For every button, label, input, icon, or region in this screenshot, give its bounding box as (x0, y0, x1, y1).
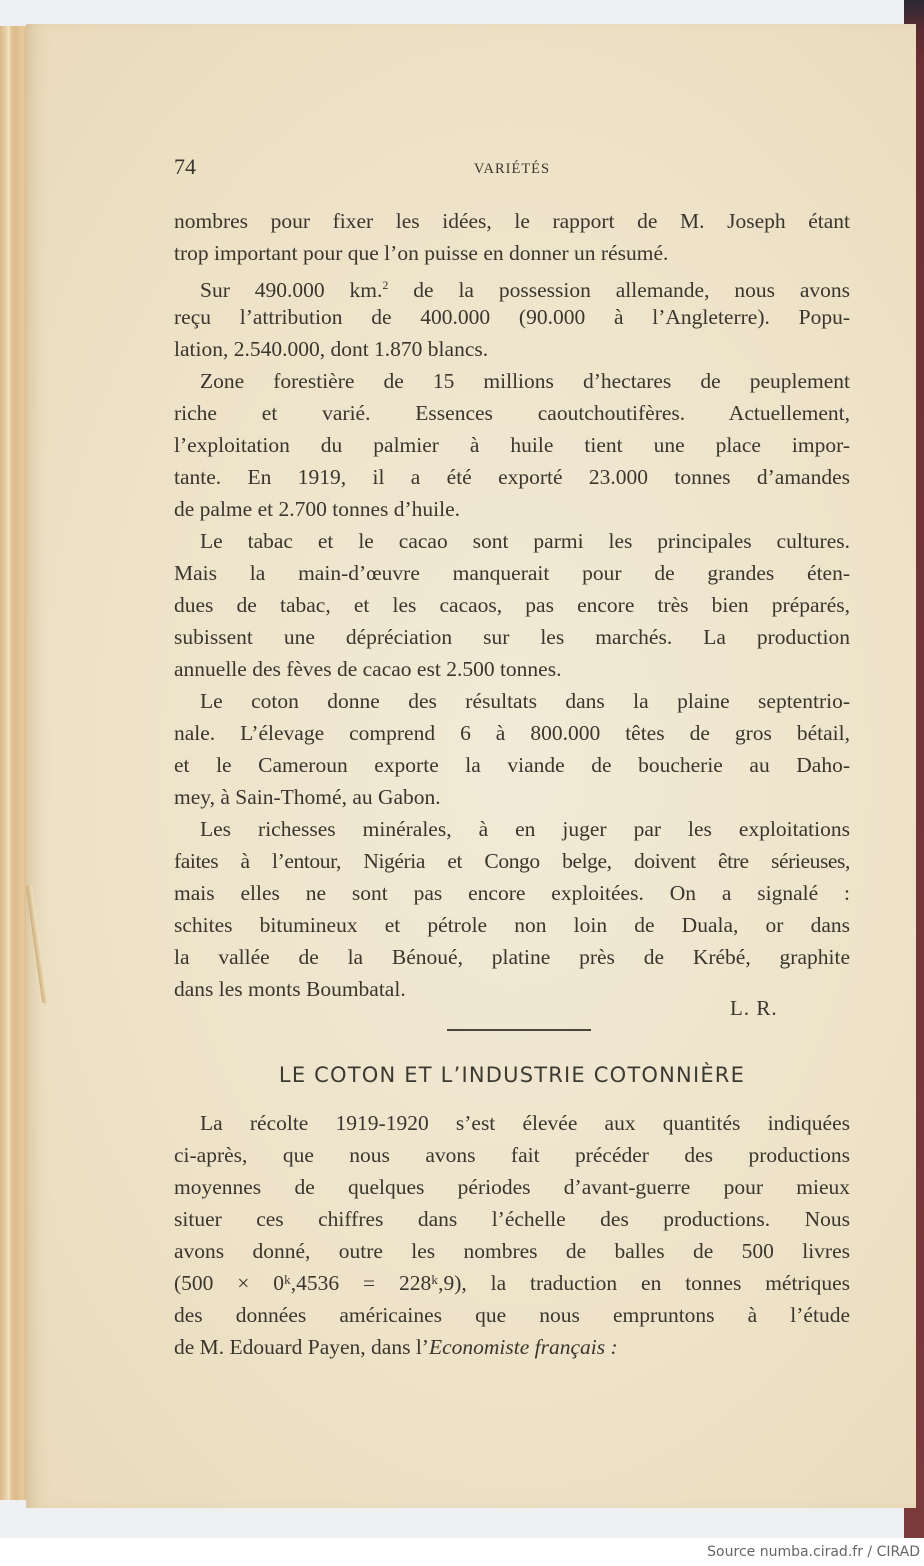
text-line: mais elles ne sont pas encore exploitées. On a signalé : (174, 881, 850, 905)
text-line (174, 1331, 850, 1363)
text-line: ci-après, que nous avons fait précéder des productions (174, 1143, 850, 1167)
text-line: situer ces chiffres dans l’échelle des productions. Nous (174, 1207, 850, 1231)
author-signature: L. R. (730, 996, 778, 1020)
paragraph-minerals (174, 813, 850, 1005)
text-line: annuelle des fèves de cacao est 2.500 tonnes. (174, 657, 562, 681)
text-line: tante. En 1919, il a été exporté 23.000 tonnes d’amandes (174, 465, 850, 489)
text-fragment: de M. Edouard Payen, dans l’ (174, 1335, 429, 1359)
source-caption: Source numba.cirad.fr / CIRAD (707, 1544, 920, 1560)
text-line: de palme et 2.700 tonnes d’huile. (174, 497, 460, 521)
text-line: Mais la main-d’œuvre manquerait pour de grandes éten- (174, 561, 850, 585)
section-divider (447, 1029, 591, 1031)
article-title: LE COTON ET L’INDUSTRIE COTONNIÈRE (278, 1063, 746, 1087)
text-line: mey, à Sain-Thomé, au Gabon. (174, 785, 441, 809)
page-number: 74 (174, 154, 196, 179)
paragraph-cotton-harvest (174, 1107, 850, 1363)
running-title: VARIÉTÉS (473, 161, 551, 177)
text-line: dues de tabac, et les cacaos, pas encore très bien préparés, (174, 593, 850, 617)
text-line: Le coton donne des résultats dans la plaine septentrio- (200, 689, 850, 713)
text-line: riche et varié. Essences caoutchoutifères. Actuellement, (174, 401, 850, 425)
publication-title: Economiste français : (428, 1335, 618, 1359)
running-header (174, 154, 850, 184)
paragraph-continuation (174, 205, 850, 269)
text-line: moyennes de quelques périodes d’avant-guerre pour mieux (174, 1175, 850, 1199)
text-line: nombres pour fixer les idées, le rapport de M. Joseph étant (174, 209, 850, 233)
text-line: Les richesses minérales, à en juger par les exploitations (200, 817, 850, 841)
text-line: l’exploitation du palmier à huile tient une place impor- (174, 433, 850, 457)
text-line: La récolte 1919-1920 s’est élevée aux quantités indiquées (200, 1111, 850, 1135)
text-line: faites à l’entour, Nigéria et Congo belge, doivent être sérieuses, (174, 849, 850, 873)
text-line: subissent une dépréciation sur les marchés. La production (174, 625, 850, 649)
text-line: des données américaines que nous empruntons à l’étude (174, 1303, 850, 1327)
paragraph-forest (174, 365, 850, 525)
text-line: avons donné, outre les nombres de balles de 500 livres (174, 1239, 850, 1263)
text-line: schites bitumineux et pétrole non loin de Duala, or dans (174, 913, 850, 937)
text-line: trop important pour que l’on puisse en donner un résumé. (174, 241, 669, 265)
text-line: lation, 2.540.000, dont 1.870 blancs. (174, 337, 489, 361)
text-line: Sur 490.000 km.$^2$ de la possession allemande, nous avons (200, 278, 850, 302)
paragraph-cotton-livestock (174, 685, 850, 813)
text-line: nale. L’élevage comprend 6 à 800.000 têtes de gros bétail, (174, 721, 850, 745)
text-line: dans les monts Boumbatal. (174, 977, 406, 1001)
paragraph-tobacco-cocoa (174, 525, 850, 685)
text-line: Zone forestière de 15 millions d’hectares de peuplement (200, 369, 850, 393)
text-line: reçu l’attribution de 400.000 (90.000 à l’Angleterre). Popu- (174, 305, 850, 329)
text-line: (500 × 0ᵏ,4536 = 228ᵏ,9), la traduction en tonnes métriques (174, 1271, 850, 1295)
text-line: Le tabac et le cacao sont parmi les principales cultures. (200, 529, 850, 553)
page-tear-mark (26, 884, 49, 1004)
paragraph-territory (174, 269, 850, 365)
text-line: la vallée de la Bénoué, platine près de Krébé, graphite (174, 945, 850, 969)
text-line: et le Cameroun exporte la viande de boucherie au Daho- (174, 753, 850, 777)
